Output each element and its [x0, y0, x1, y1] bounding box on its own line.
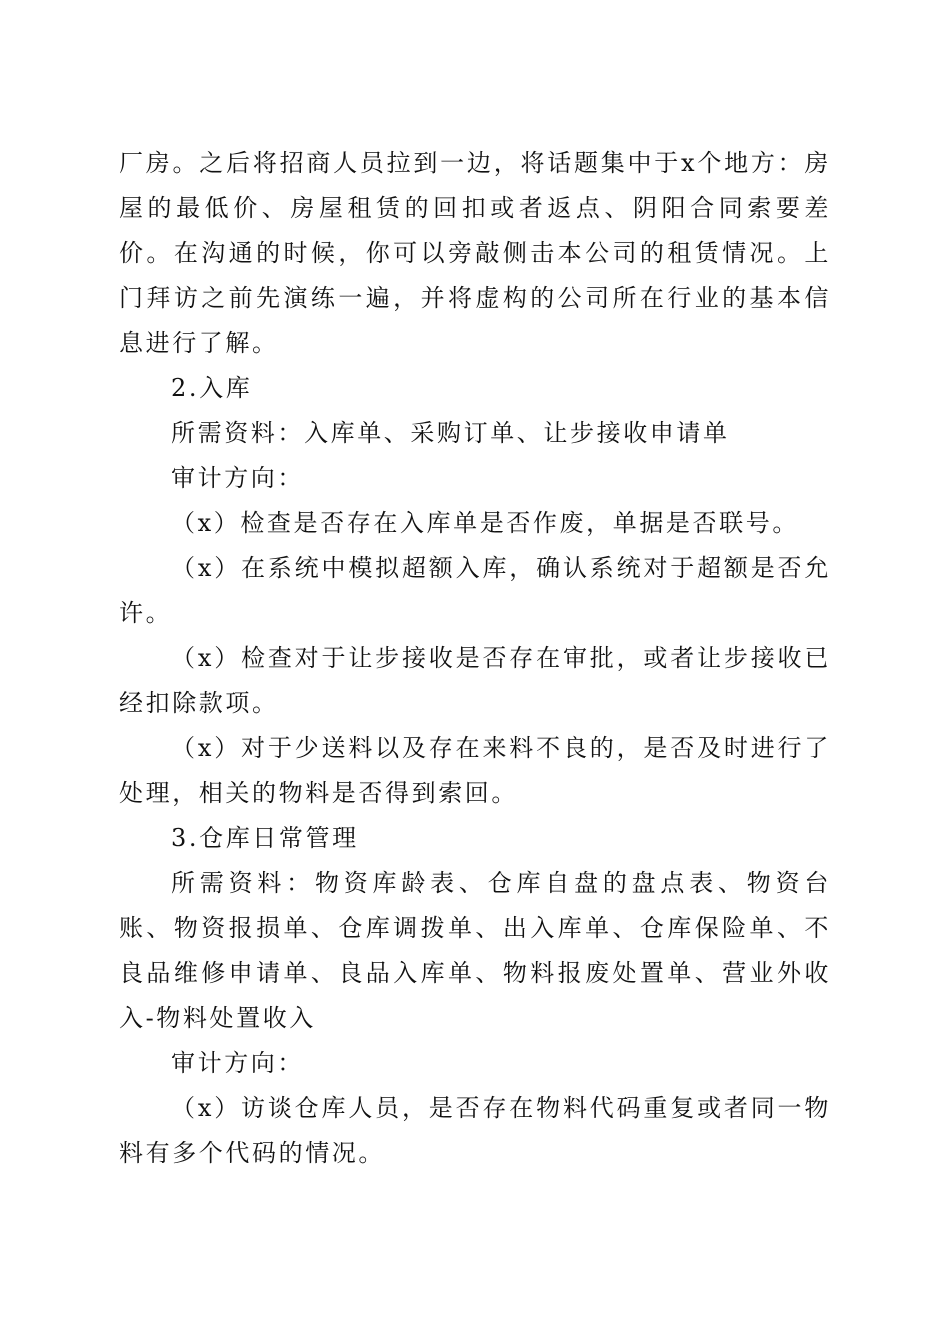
required-materials-warehouse: 所需资料：物资库龄表、仓库自盘的盘点表、物资台账、物资报损单、仓库调拨单、出入库单、仓库保险单、不良品维修申请单、良品入库单、物料报废处置单、营业外收入-物料处置收入 [119, 869, 831, 1032]
audit-direction-label: 审计方向： [171, 464, 304, 492]
audit-item: （x）在系统中模拟超额入库，确认系统对于超额是否允许。 [119, 554, 831, 627]
audit-direction-label: 审计方向： [171, 1049, 304, 1077]
document-body [119, 141, 831, 1176]
section-heading-warehouse-management: 3.仓库日常管理 [171, 824, 359, 852]
required-materials-stock-in: 所需资料：入库单、采购订单、让步接收申请单 [171, 419, 730, 447]
audit-item: （x）检查对于让步接收是否存在审批，或者让步接收已经扣除款项。 [119, 644, 831, 717]
audit-item: （x）访谈仓库人员，是否存在物料代码重复或者同一物料有多个代码的情况。 [119, 1094, 831, 1167]
audit-item: （x）对于少送料以及存在来料不良的，是否及时进行了处理，相关的物料是否得到索回。 [119, 734, 831, 807]
section-heading-stock-in: 2.入库 [171, 374, 253, 402]
audit-item: （x）检查是否存在入库单是否作废，单据是否联号。 [171, 509, 799, 537]
paragraph-continuation: 厂房。之后将招商人员拉到一边，将话题集中于x个地方：房屋的最低价、房屋租赁的回扣或者返点、阴阳合同索要差价。在沟通的时候，你可以旁敲侧击本公司的租赁情况。上门拜访之前先演练一遍，并将虚构的公司所在行业的基本信息进行了解。 [119, 149, 831, 357]
